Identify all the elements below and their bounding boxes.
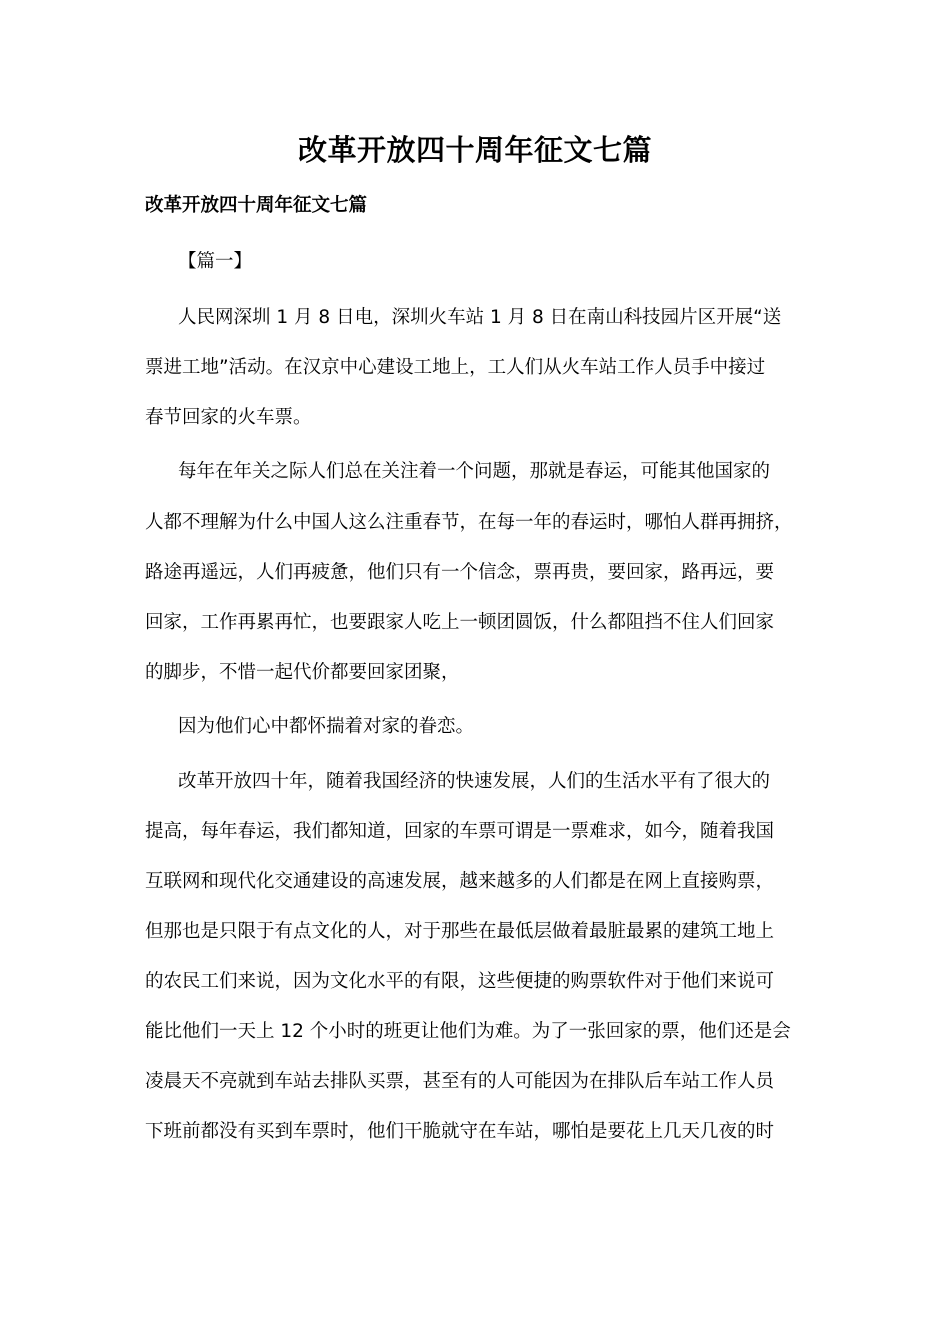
paragraph-line: 互联网和现代化交通建设的高速发展，越来越多的人们都是在网上直接购票， bbox=[145, 871, 775, 892]
paragraph-line: 人民网深圳 1 月 8 日电，深圳火车站 1 月 8 日在南山科技园片区开展“送 bbox=[178, 307, 782, 328]
paragraph-line: 每年在年关之际人们总在关注着一个问题，那就是春运，可能其他国家的 bbox=[178, 461, 771, 482]
paragraph-line: 春节回家的火车票。 bbox=[145, 407, 312, 428]
document-subtitle: 改革开放四十周年征文七篇 bbox=[145, 195, 368, 216]
paragraph-line: 但那也是只限于有点文化的人，对于那些在最低层做着最脏最累的建筑工地上 bbox=[145, 921, 775, 942]
paragraph-line: 能比他们一天上 12 个小时的班更让他们为难。为了一张回家的票，他们还是会 bbox=[145, 1021, 791, 1042]
document-title: 改革开放四十周年征文七篇 bbox=[297, 133, 652, 167]
paragraph-line: 人都不理解为什么中国人这么注重春节，在每一年的春运时，哪怕人群再拥挤， bbox=[145, 512, 793, 533]
paragraph-line: 改革开放四十年，随着我国经济的快速发展，人们的生活水平有了很大的 bbox=[178, 771, 771, 792]
paragraph-line: 回家，工作再累再忙，也要跟家人吃上一顿团圆饭，什么都阻挡不住人们回家 bbox=[145, 612, 775, 633]
paragraph-line: 因为他们心中都怀揣着对家的眷恋。 bbox=[178, 716, 475, 737]
paragraph-line: 路途再遥远，人们再疲惫，他们只有一个信念，票再贵，要回家，路再远，要 bbox=[145, 562, 775, 583]
paragraph-line: 的脚步，不惜一起代价都要回家团聚， bbox=[145, 662, 460, 683]
paragraph-line: 凌晨天不亮就到车站去排队买票，甚至有的人可能因为在排队后车站工作人员 bbox=[145, 1071, 775, 1092]
paragraph-line: 提高，每年春运，我们都知道，回家的车票可谓是一票难求，如今，随着我国 bbox=[145, 821, 775, 842]
section-label: 【篇一】 bbox=[178, 251, 253, 272]
paragraph-line: 票进工地”活动。在汉京中心建设工地上，工人们从火车站工作人员手中接过 bbox=[145, 357, 766, 378]
paragraph-line: 下班前都没有买到车票时，他们干脆就守在车站，哪怕是要花上几天几夜的时 bbox=[145, 1121, 775, 1142]
paragraph-line: 的农民工们来说，因为文化水平的有限，这些便捷的购票软件对于他们来说可 bbox=[145, 971, 775, 992]
